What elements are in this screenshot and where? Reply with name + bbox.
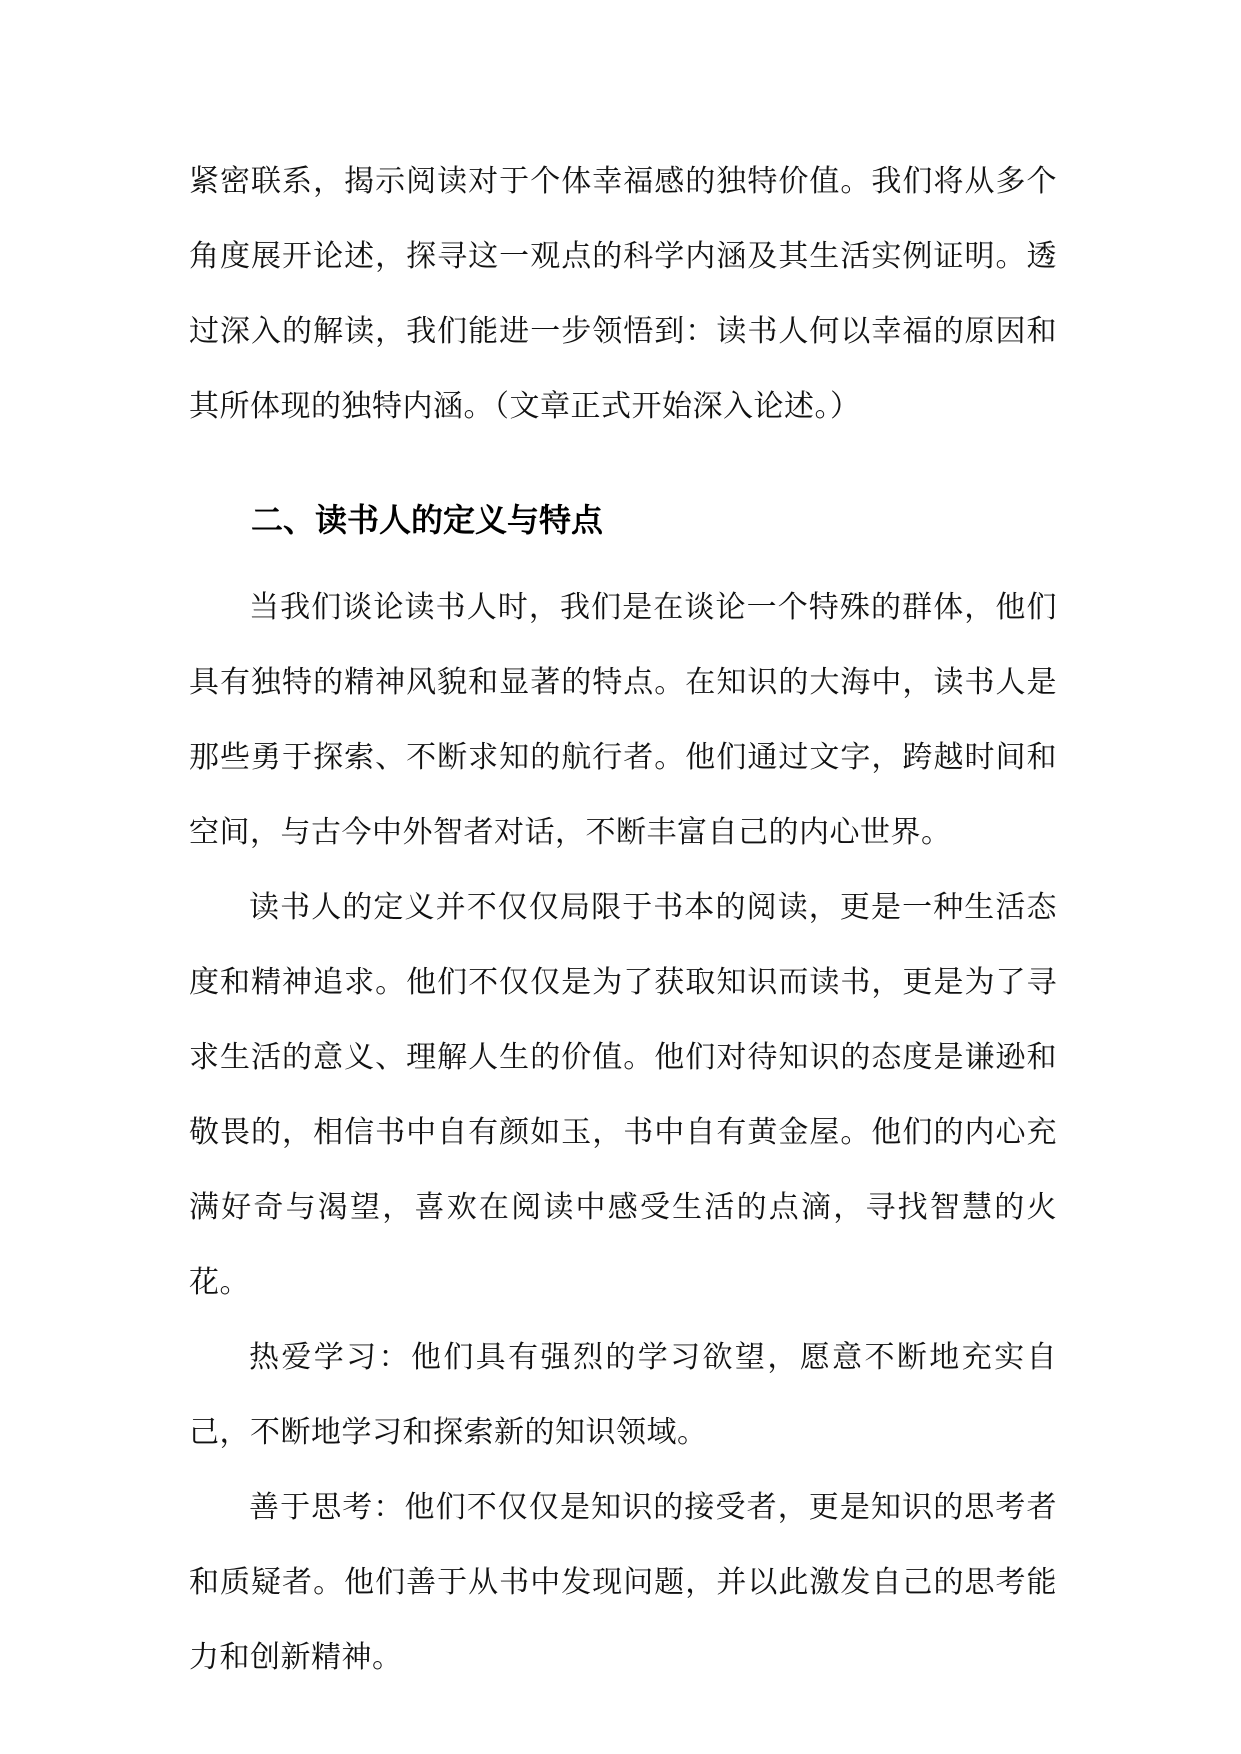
- paragraph-love-learning: 热爱学习：他们具有强烈的学习欲望，愿意不断地充实自己，不断地学习和探索新的知识领域。: [189, 1340, 1057, 1450]
- paragraph-definition-intro: 当我们谈论读书人时，我们是在谈论一个特殊的群体，他们具有独特的精神风貌和显著的特点。在知识的大海中，读书人是那些勇于探索、不断求知的航行者。他们通过文字，跨越时间和空间，与古今中外智者对话，不断丰富自己的内心世界。: [189, 590, 1057, 850]
- paragraph-good-at-thinking: 善于思考：他们不仅仅是知识的接受者，更是知识的思考者和质疑者。他们善于从书中发现问题，并以此激发自己的思考能力和创新精神。: [189, 1490, 1057, 1675]
- section-heading: 二、读书人的定义与特点: [251, 501, 604, 539]
- paragraph-definition-detail: 读书人的定义并不仅仅局限于书本的阅读，更是一种生活态度和精神追求。他们不仅仅是为了获取知识而读书，更是为了寻求生活的意义、理解人生的价值。他们对待知识的态度是谦逊和敬畏的，相信书中自有颜如玉，书中自有黄金屋。他们的内心充满好奇与渴望，喜欢在阅读中感受生活的点滴，寻找智慧的火花。: [189, 890, 1057, 1300]
- document-body: [189, 144, 1057, 1695]
- continuation-paragraph: 紧密联系，揭示阅读对于个体幸福感的独特价值。我们将从多个角度展开论述，探寻这一观点的科学内涵及其生活实例证明。透过深入的解读，我们能进一步领悟到：读书人何以幸福的原因和其所体现的独特内涵。（文章正式开始深入论述。）: [189, 164, 1057, 424]
